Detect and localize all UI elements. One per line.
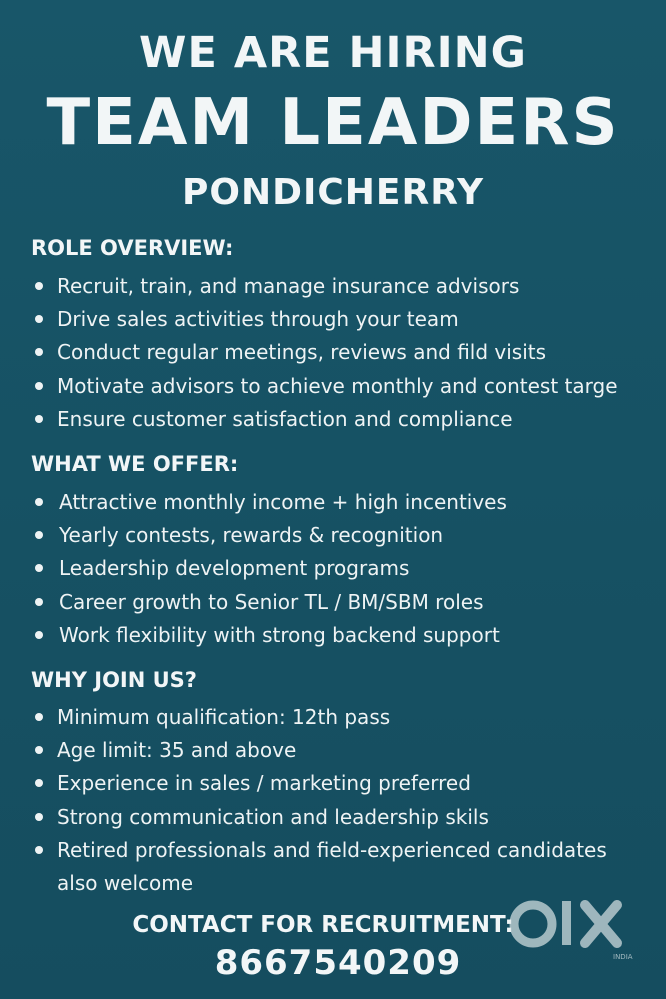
bullet-icon [35,564,43,572]
list-item-text: Ensure customer satisfaction and compliance [57,406,513,431]
list-item [31,586,666,619]
list-item [31,303,666,336]
bullet-icon [35,746,43,754]
bullet-icon [35,382,43,390]
list-item-text: Minimum qualification: 12th pass [57,705,391,729]
bullet-icon [35,813,43,821]
list-item [31,552,666,585]
watermark-sub-label: INDIA [613,953,633,961]
bullet-icon [35,713,43,721]
poster-location: PONDICHERRY [181,172,485,213]
list-item [31,270,666,303]
list-item [31,619,666,652]
bullet-icon [35,348,43,356]
why-join-list [31,701,666,900]
olx-logo-icon [505,895,645,965]
list-item [31,519,666,552]
bullet-icon [35,598,43,606]
list-item-text: Motivate advisors to achieve monthly and contest targe [57,373,618,398]
list-item [31,701,666,734]
list-item [31,403,666,436]
list-item-text: Conduct regular meetings, reviews and fild visits [57,340,547,365]
list-item [31,767,666,800]
section-title-why-join: WHY JOIN US? [31,668,197,692]
contact-label: CONTACT FOR RECRUITMENT: [132,912,514,938]
bullet-icon [35,631,43,639]
poster-headline: WE ARE HIRING [139,28,527,78]
list-item [31,734,666,767]
list-item [31,801,666,834]
list-item-text: Retired professionals and field-experienced candidates also welcome [57,837,607,895]
bullet-icon [35,846,43,854]
bullet-icon [35,415,43,423]
section-title-role-overview: ROLE OVERVIEW: [31,236,234,260]
list-item-text: Yearly contests, rewards & recognition [59,523,444,548]
section-title-what-we-offer: WHAT WE OFFER: [31,452,239,476]
list-item [31,370,666,403]
bullet-icon [35,315,43,323]
bullet-icon [35,498,43,506]
list-item [31,834,666,900]
list-item [31,486,666,519]
bullet-icon [35,779,43,787]
list-item-text: Career growth to Senior TL / BM/SBM roles [59,589,484,614]
role-overview-list [31,270,666,436]
list-item-text: Leadership development programs [59,556,410,581]
what-we-offer-list [31,486,666,652]
bullet-icon [35,531,43,539]
list-item-text: Age limit: 35 and above [57,738,297,763]
list-item-text: Experience in sales / marketing preferred [57,771,471,796]
list-item-text: Work flexibility with strong backend support [59,622,500,647]
poster-title: TEAM LEADERS [46,86,620,160]
list-item-text: Attractive monthly income + high incentives [59,490,507,514]
list-item-text: Recruit, train, and manage insurance advisors [57,274,520,298]
list-item [31,336,666,369]
contact-phone-number: 8667540209 [214,943,462,983]
bullet-icon [35,282,43,290]
list-item-text: Strong communication and leadership skils [57,804,489,829]
list-item-text: Drive sales activities through your team [57,307,459,332]
